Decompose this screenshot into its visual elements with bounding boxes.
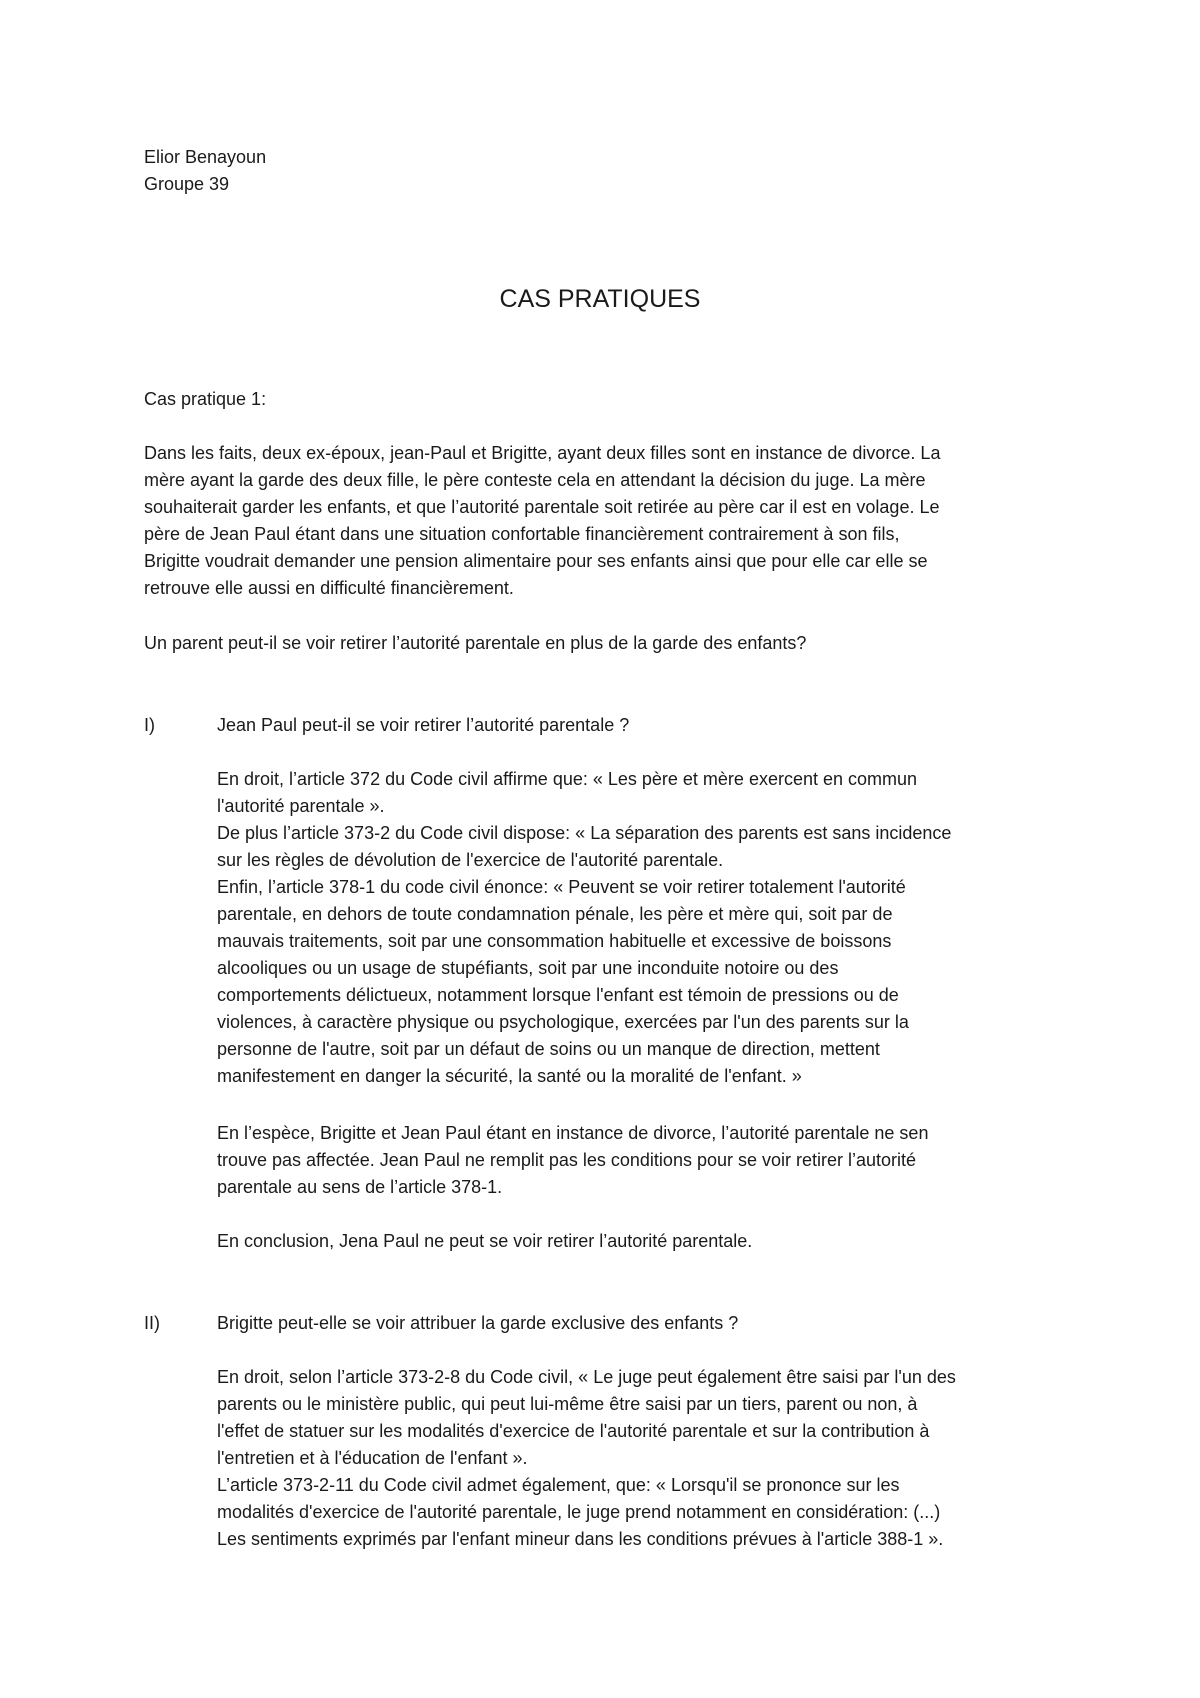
- section-1-law-paragraph: [217, 766, 1077, 1090]
- text-line: parents ou le ministère public, qui peut lui-même être saisi par un tiers, parent ou non, à: [217, 1394, 918, 1414]
- text-line: Les sentiments exprimés par l'enfant mineur dans les conditions prévues à l'article 388-1 ».: [217, 1529, 944, 1549]
- text-line: l'autorité parentale ».: [217, 796, 385, 816]
- text-line: retrouve elle aussi en difficulté financièrement.: [144, 578, 514, 598]
- text-line: modalités d'exercice de l'autorité parentale, le juge prend notamment en considération: (...): [217, 1502, 941, 1522]
- section-title: Jean Paul peut-il se voir retirer l’autorité parentale ?: [217, 715, 630, 735]
- section-1-conclusion: [217, 1228, 1077, 1255]
- section-title: Brigitte peut-elle se voir attribuer la garde exclusive des enfants ?: [217, 1313, 739, 1333]
- text-line: souhaiterait garder les enfants, et que l’autorité parentale soit retirée au père car il est en volage. Le: [144, 497, 940, 517]
- group-label: Groupe 39: [144, 174, 230, 194]
- text-line: Enfin, l’article 378-1 du code civil énonce: « Peuvent se voir retirer totalement l'autorité: [217, 877, 906, 897]
- text-line: En droit, l’article 372 du Code civil affirme que: « Les père et mère exercent en commun: [217, 769, 918, 789]
- text-line: violences, à caractère physique ou psychologique, exercées par l'un des parents sur la: [217, 1012, 909, 1032]
- text-line: En droit, selon l’article 373-2-8 du Code civil, « Le juge peut également être saisi par l'un des: [217, 1367, 956, 1387]
- document-header: [144, 144, 266, 198]
- section-number: II): [144, 1313, 160, 1333]
- text-line: En conclusion, Jena Paul ne peut se voir retirer l’autorité parentale.: [217, 1231, 753, 1251]
- text-line: Dans les faits, deux ex-époux, jean-Paul et Brigitte, ayant deux filles sont en instance de divorce. La: [144, 443, 941, 463]
- text-line: parentale, en dehors de toute condamnation pénale, les père et mère qui, soit par de: [217, 904, 893, 924]
- text-line: Brigitte voudrait demander une pension alimentaire pour ses enfants ainsi que pour elle car elle se: [144, 551, 928, 571]
- document-title: CAS PRATIQUES: [499, 285, 701, 313]
- section-number: I): [144, 715, 155, 735]
- legal-question: Un parent peut-il se voir retirer l’autorité parentale en plus de la garde des enfants?: [144, 633, 807, 653]
- text-line: personne de l'autre, soit par un défaut de soins ou un manque de direction, mettent: [217, 1039, 880, 1059]
- text-line: mauvais traitements, soit par une consommation habituelle et excessive de boissons: [217, 931, 892, 951]
- text-line: père de Jean Paul étant dans une situation confortable financièrement contrairement à son fils,: [144, 524, 900, 544]
- text-line: l'entretien et à l'éducation de l'enfant ».: [217, 1448, 528, 1468]
- text-line: manifestement en danger la sécurité, la santé ou la moralité de l'enfant. »: [217, 1066, 802, 1086]
- section-2-law-paragraph: [217, 1364, 1077, 1553]
- text-line: alcooliques ou un usage de stupéfiants, soit par une inconduite notoire ou des: [217, 958, 839, 978]
- section-1-case-paragraph: [217, 1120, 1077, 1201]
- text-line: parentale au sens de l’article 378-1.: [217, 1177, 503, 1197]
- text-line: trouve pas affectée. Jean Paul ne remplit pas les conditions pour se voir retirer l’autorité: [217, 1150, 917, 1170]
- facts-paragraph: [144, 440, 1064, 602]
- author-name: Elior Benayoun: [144, 147, 267, 167]
- text-line: comportements délictueux, notamment lorsque l'enfant est témoin de pressions ou de: [217, 985, 899, 1005]
- case-label: Cas pratique 1:: [144, 389, 267, 409]
- text-line: l'effet de statuer sur les modalités d'exercice de l'autorité parentale et sur la contribution à: [217, 1421, 930, 1441]
- text-line: L’article 373-2-11 du Code civil admet également, que: « Lorsqu'il se prononce sur les: [217, 1475, 900, 1495]
- text-line: mère ayant la garde des deux fille, le père conteste cela en attendant la décision du juge. La mère: [144, 470, 926, 490]
- text-line: sur les règles de dévolution de l'exercice de l'autorité parentale.: [217, 850, 724, 870]
- text-line: De plus l’article 373-2 du Code civil dispose: « La séparation des parents est sans incidence: [217, 823, 952, 843]
- text-line: En l’espèce, Brigitte et Jean Paul étant en instance de divorce, l’autorité parentale ne sen: [217, 1123, 929, 1143]
